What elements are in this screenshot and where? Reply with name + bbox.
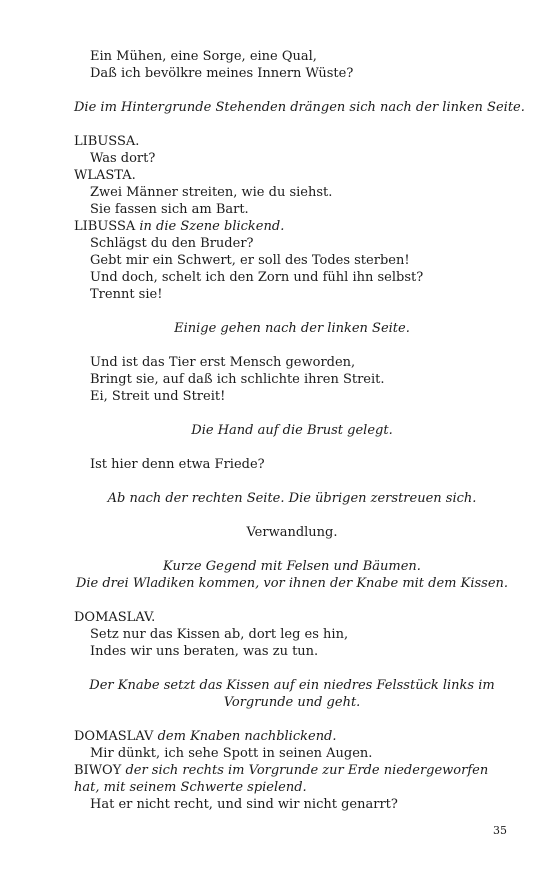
verse-line: Mir dünkt, ich sehe Spott in seinen Augen. <box>90 746 373 761</box>
speaker-direction: der sich rechts im Vorgrunde zur Erde niedergeworfen hat, mit seinem Schwerte spielend. <box>74 763 489 795</box>
verse-line: Gebt mir ein Schwert, er soll des Todes sterben! <box>90 253 410 268</box>
verse-line: Hat er nicht recht, und sind wir nicht genarrt? <box>90 797 398 812</box>
verse-line: Daß ich bevölkre meines Innern Wüste? <box>90 66 354 81</box>
speaker-line <box>74 167 510 184</box>
spacer <box>74 303 510 320</box>
speaker-name: LIBUSSA. <box>74 134 140 149</box>
speaker-line <box>74 609 510 626</box>
spacer <box>74 337 510 354</box>
stage-direction: Einige gehen nach der linken Seite. <box>174 321 410 336</box>
verse-line: Bringt sie, auf daß ich schlichte ihren Streit. <box>90 372 385 387</box>
stage-direction: Ab nach der rechten Seite. Die übrigen zerstreuen sich. <box>107 491 477 506</box>
scene-heading: Verwandlung. <box>246 525 338 540</box>
speaker-name: DOMASLAV <box>74 729 154 744</box>
spacer <box>74 541 510 558</box>
spacer <box>74 82 510 99</box>
speaker-direction: in die Szene blickend. <box>139 219 285 234</box>
spacer <box>74 473 510 490</box>
speaker-line <box>74 728 510 745</box>
stage-direction: Die im Hintergrunde Stehenden drängen sich nach der linken Seite. <box>74 100 525 115</box>
speaker-line <box>74 218 510 235</box>
stage-direction: Die Hand auf die Brust gelegt. <box>191 423 393 438</box>
verse-line: Und doch, schelt ich den Zorn und fühl ihn selbst? <box>90 270 424 285</box>
speaker-line <box>74 762 510 796</box>
speaker-name: WLASTA. <box>74 168 136 183</box>
verse-line: Indes wir uns beraten, was zu tun. <box>90 644 319 659</box>
verse-line: Ist hier denn etwa Friede? <box>90 457 265 472</box>
verse-line: Trennt sie! <box>90 287 163 302</box>
stage-direction: Der Knabe setzt das Kissen auf ein niedres Felsstück links im Vorgrunde und geht. <box>89 678 495 710</box>
stage-direction: Kurze Gegend mit Felsen und Bäumen. <box>163 559 421 574</box>
spacer <box>74 592 510 609</box>
speaker-name: LIBUSSA <box>74 219 136 234</box>
verse-line: Ein Mühen, eine Sorge, eine Qual, <box>90 49 317 64</box>
speaker-name: DOMASLAV. <box>74 610 156 625</box>
stage-direction: Die drei Wladiken kommen, vor ihnen der Knabe mit dem Kissen. <box>75 576 509 591</box>
verse-line: Setz nur das Kissen ab, dort leg es hin, <box>90 627 349 642</box>
spacer <box>74 711 510 728</box>
verse-line: Und ist das Tier erst Mensch geworden, <box>90 355 356 370</box>
spacer <box>74 439 510 456</box>
speaker-line <box>74 133 510 150</box>
verse-line: Sie fassen sich am Bart. <box>90 202 249 217</box>
page-body <box>74 48 525 813</box>
verse-line: Ei, Streit und Streit! <box>90 389 226 404</box>
page-number: 35 <box>493 824 507 837</box>
verse-line: Zwei Männer streiten, wie du siehst. <box>90 185 333 200</box>
verse-line: Schlägst du den Bruder? <box>90 236 254 251</box>
spacer <box>74 507 510 524</box>
speaker-name: BIWOY <box>74 763 122 778</box>
spacer <box>74 405 510 422</box>
verse-line: Was dort? <box>90 151 156 166</box>
spacer <box>74 660 510 677</box>
spacer <box>74 116 510 133</box>
speaker-direction: dem Knaben nachblickend. <box>157 729 337 744</box>
